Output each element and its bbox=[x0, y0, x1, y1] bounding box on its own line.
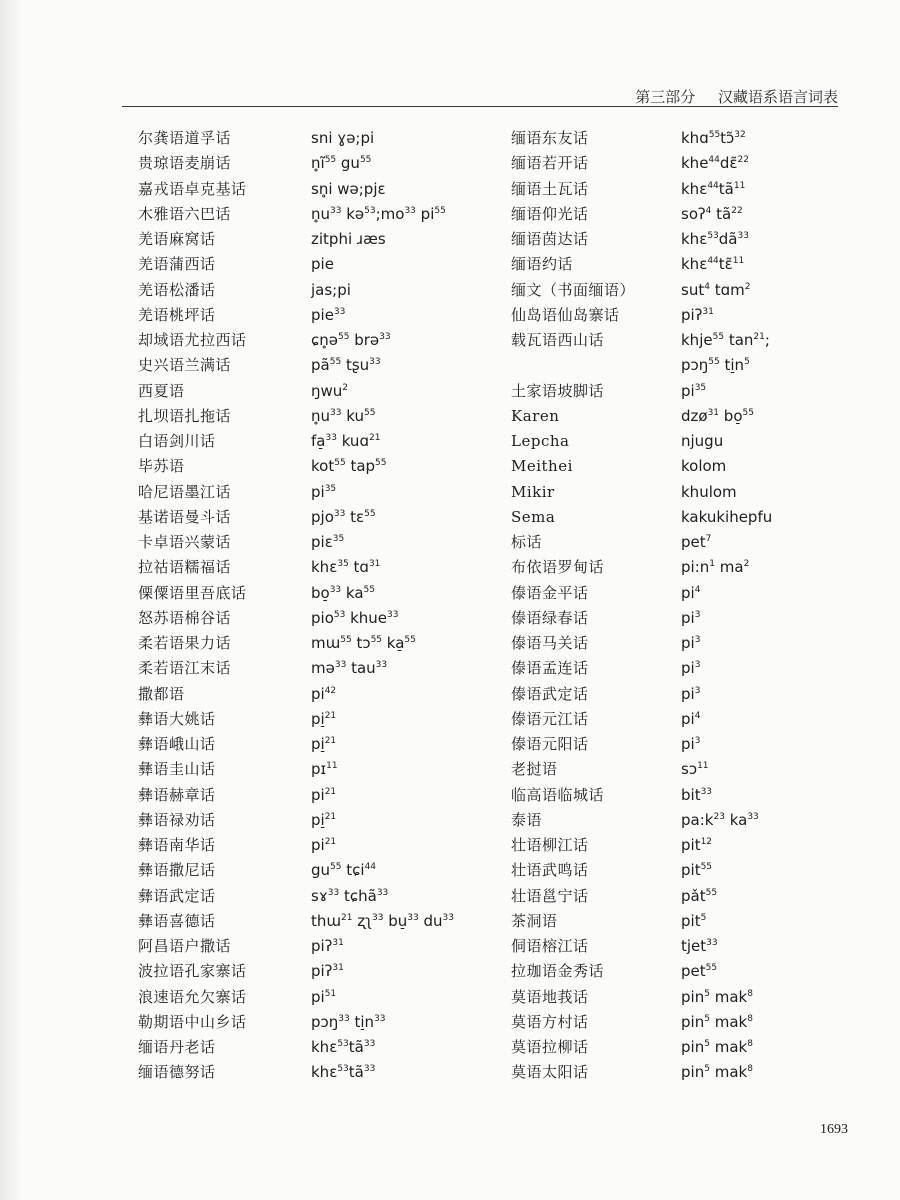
tone-number: 21 bbox=[324, 811, 337, 822]
left-language-name: 拉祜语糯福话 bbox=[138, 558, 232, 577]
tone-number: 3 bbox=[694, 635, 701, 645]
right-language-name: 傣语武定话 bbox=[511, 684, 589, 703]
left-word-form: bo̠$^{33}$ $ka^{55}$ bbox=[311, 583, 375, 602]
tone-number: 55 bbox=[324, 155, 337, 166]
tone-number: 31 bbox=[368, 559, 381, 570]
tone-number: 21 bbox=[324, 736, 337, 746]
tone-number: 33 bbox=[747, 811, 759, 822]
tone-number: 55 bbox=[370, 635, 383, 645]
right-word-form: $pi^3$ bbox=[681, 634, 701, 652]
left-language-name: 嘉戎语卓克基话 bbox=[138, 179, 247, 198]
tone-number: 33 bbox=[327, 887, 340, 898]
tone-number: 7 bbox=[705, 534, 712, 544]
left-word-form: $n̥ĩ^{55}$ $gu^{55}$ bbox=[311, 154, 372, 173]
tone-number: 33 bbox=[737, 231, 749, 241]
tone-number: 33 bbox=[369, 357, 381, 368]
tone-number: 21 bbox=[341, 912, 353, 923]
tone-number: 33 bbox=[404, 205, 416, 216]
tone-number: 4 bbox=[705, 205, 712, 216]
left-word-form: pi̠$^{21}$ bbox=[311, 735, 337, 753]
tone-number: 5 bbox=[704, 1039, 710, 1049]
right-word-form: pɔŋ$^{55}$ $ti̠n^5$ bbox=[681, 356, 750, 375]
right-word-form: $pi^3$ bbox=[681, 735, 701, 753]
right-word-form: pin$^5$ mak$^8$ bbox=[681, 1063, 753, 1082]
left-word-form: pjo$^{33}$ tɛ$^{55}$ bbox=[311, 507, 376, 526]
right-word-form: $khɛ^{53}dã^{33}$ bbox=[681, 230, 749, 248]
left-word-form: pi̠$^{21}$ bbox=[311, 709, 337, 728]
right-word-form: sɔ$^{11}$ bbox=[681, 760, 709, 779]
right-word-form: njugu bbox=[681, 432, 724, 450]
page-number: 1693 bbox=[820, 1122, 848, 1137]
right-word-form: $pi^3$ bbox=[681, 659, 701, 678]
tone-number: 3 bbox=[694, 736, 701, 746]
left-language-column bbox=[138, 126, 247, 1086]
left-language-name: 哈尼语墨江话 bbox=[138, 482, 232, 501]
right-word-form: pit$^{55}$ bbox=[681, 861, 713, 880]
left-word-form: piʔ$^{31}$ bbox=[311, 937, 344, 955]
left-language-name: 柔若语果力话 bbox=[138, 634, 232, 652]
left-language-name: 缅语德努话 bbox=[138, 1063, 216, 1082]
tone-number: 2 bbox=[342, 382, 349, 393]
tone-number: 55 bbox=[434, 205, 446, 216]
tone-number: 44 bbox=[708, 155, 720, 166]
right-word-form: $pi^3$ bbox=[681, 684, 701, 703]
tone-number: 33 bbox=[379, 332, 391, 342]
tone-number: 31 bbox=[332, 938, 344, 948]
tone-number: 21 bbox=[324, 837, 337, 847]
right-language-name: 莫语太阳话 bbox=[511, 1063, 589, 1082]
tone-number: 33 bbox=[325, 433, 337, 443]
tone-number: 44 bbox=[707, 256, 719, 267]
tone-number: 33 bbox=[376, 887, 389, 898]
right-language-name: Lepcha bbox=[511, 432, 570, 450]
left-word-form: $pi^{35}$ bbox=[311, 482, 337, 501]
tone-number: 12 bbox=[700, 837, 713, 847]
right-word-form: pin$^5$ mak$^8$ bbox=[681, 1012, 753, 1031]
tone-number: 5 bbox=[704, 1013, 710, 1024]
tone-number: 51 bbox=[324, 988, 337, 999]
tone-number: 33 bbox=[330, 205, 342, 216]
tone-number: 55 bbox=[712, 332, 725, 342]
left-language-name: 史兴语兰满话 bbox=[138, 356, 232, 375]
left-language-name: 彝语禄劝话 bbox=[138, 810, 216, 829]
left-word-form: zitphi ɹæs bbox=[311, 230, 386, 248]
right-language-name: Karen bbox=[511, 406, 560, 425]
left-language-name: 西夏语 bbox=[138, 381, 185, 400]
right-language-name: 缅语约话 bbox=[511, 255, 574, 274]
tone-number: 44 bbox=[707, 180, 719, 191]
tone-number: 2 bbox=[743, 559, 750, 570]
left-language-name: 彝语喜德话 bbox=[138, 911, 216, 930]
tone-number: 55 bbox=[337, 332, 350, 342]
right-language-name: 缅语仰光话 bbox=[511, 204, 589, 223]
tone-number: 33 bbox=[374, 1013, 386, 1024]
tone-number: 55 bbox=[334, 458, 346, 469]
right-word-form: khje$^{55}$ $\tan^{21}$; bbox=[681, 331, 770, 349]
left-word-form: mɯ$^{55}$ tɔ$^{55}$ ka̠$^{55}$ bbox=[311, 634, 416, 652]
tone-number: 55 bbox=[363, 407, 376, 418]
tone-number: 2 bbox=[744, 281, 751, 292]
tone-number: 11 bbox=[732, 256, 745, 267]
tone-number: 4 bbox=[694, 584, 701, 595]
left-language-name: 彝语南华话 bbox=[138, 836, 216, 854]
right-word-form: kakukihepfu bbox=[681, 507, 773, 526]
left-language-name: 撒都语 bbox=[138, 684, 185, 703]
tone-number: 55 bbox=[705, 963, 718, 974]
left-word-form: $gu^{55}$ tɕi$^{44}$ bbox=[311, 861, 377, 880]
tone-number: 55 bbox=[329, 357, 342, 368]
right-word-form: pet$^7$ bbox=[681, 533, 712, 551]
tone-number: 3 bbox=[694, 609, 701, 620]
left-language-name: 阿昌语户撒话 bbox=[138, 937, 232, 955]
right-word-form: khɑ$^{55}$tɔ̃$^{32}$ bbox=[681, 129, 746, 147]
left-word-form: pie$^{33}$ bbox=[311, 305, 346, 324]
tone-number: 55 bbox=[364, 508, 376, 519]
tone-number: 35 bbox=[324, 483, 337, 494]
tone-number: 55 bbox=[340, 635, 352, 645]
tone-number: 11 bbox=[697, 761, 709, 772]
left-language-name: 扎坝语扎拖话 bbox=[138, 406, 232, 425]
left-language-name: 毕苏语 bbox=[138, 457, 185, 476]
tone-number: 33 bbox=[706, 938, 718, 948]
left-word-form: $pã^{55}$ tʂu$^{33}$ bbox=[311, 356, 381, 375]
left-word-form: piɛ$^{35}$ bbox=[311, 533, 345, 551]
tone-number: 55 bbox=[708, 130, 721, 140]
left-language-name: 基诺语曼斗话 bbox=[138, 507, 232, 526]
tone-number: 55 bbox=[705, 887, 718, 898]
left-language-name: 勒期语中山乡话 bbox=[138, 1012, 247, 1031]
left-language-name: 尔龚语道孚话 bbox=[138, 129, 232, 147]
tone-number: 8 bbox=[747, 1064, 753, 1075]
left-language-name: 波拉语孔家寨话 bbox=[138, 962, 247, 981]
tone-number: 33 bbox=[700, 786, 713, 797]
right-language-name: 傣语孟连话 bbox=[511, 659, 589, 678]
tone-number: 35 bbox=[337, 559, 349, 570]
right-word-form: khɛ$^{44}$tɛ̃$^{11}$ bbox=[681, 255, 745, 274]
tone-number: 33 bbox=[338, 1013, 350, 1024]
right-word-form: $pi^4$ bbox=[681, 709, 701, 728]
tone-number: 55 bbox=[363, 584, 375, 595]
left-language-name: 浪速语允欠寨话 bbox=[138, 987, 247, 1006]
right-language-name: 壮语邕宁话 bbox=[511, 886, 589, 905]
left-word-form: $pi^{51}$ bbox=[311, 987, 337, 1006]
tone-number: 55 bbox=[359, 155, 372, 166]
tone-number: 5 bbox=[704, 988, 710, 999]
left-word-form: pɪ$^{11}$ bbox=[311, 760, 338, 779]
right-language-name: 临高语临城话 bbox=[511, 785, 605, 804]
left-word-form: $n̥u^{33}$ $kə^{53};mo^{33}$ $pi^{55}$ bbox=[311, 204, 446, 223]
right-language-name: 拉珈语金秀话 bbox=[511, 962, 605, 981]
right-word-form: $pa:k^{23}$ $ka^{33}$ bbox=[681, 810, 759, 829]
right-language-name: Sema bbox=[511, 507, 556, 526]
right-word-form: khe$^{44}$dɛ̃$^{22}$ bbox=[681, 154, 749, 173]
tone-number: 3 bbox=[694, 660, 701, 671]
tone-number: 53 bbox=[707, 231, 719, 241]
right-word-form: pet$^{55}$ bbox=[681, 962, 718, 981]
tone-number: 5 bbox=[700, 912, 707, 923]
tone-number: 33 bbox=[330, 407, 342, 418]
left-language-name: 彝语武定话 bbox=[138, 886, 216, 905]
left-language-name: 白语剑川话 bbox=[138, 432, 216, 450]
left-word-form: sɤ$^{33}$ tɕhã$^{33}$ bbox=[311, 886, 389, 905]
tone-number: 4 bbox=[694, 710, 701, 721]
right-word-form: khulom bbox=[681, 482, 737, 501]
left-word-form: mə$^{33}$ tau$^{33}$ bbox=[311, 659, 388, 678]
tone-number: 3 bbox=[694, 685, 701, 696]
left-language-name: 贵琼语麦崩话 bbox=[138, 154, 232, 173]
tone-number: 4 bbox=[704, 281, 710, 292]
right-word-form: dzø$^{31}$ bo̠$^{55}$ bbox=[681, 406, 754, 425]
left-language-name: 彝语峨山话 bbox=[138, 735, 216, 753]
tone-number: 31 bbox=[702, 306, 714, 317]
tone-number: 21 bbox=[324, 710, 337, 721]
left-word-form: thɯ$^{21}$ ʐʅ$^{33}$ bu̠$^{33}$ $du^{33}$ bbox=[311, 911, 454, 930]
right-word-form: $pi^4$ bbox=[681, 583, 701, 602]
tone-number: 5 bbox=[744, 357, 750, 368]
left-language-name: 卡卓语兴蒙话 bbox=[138, 533, 232, 551]
left-word-form: jas;pi bbox=[311, 280, 351, 299]
tone-number: 1 bbox=[709, 559, 715, 570]
left-language-name: 柔若语江末话 bbox=[138, 659, 232, 678]
left-word-form: $n̥u^{33}$ $ku^{55}$ bbox=[311, 406, 376, 425]
right-language-name: Mikir bbox=[511, 482, 555, 501]
tone-number: 8 bbox=[747, 1039, 753, 1049]
right-language-name bbox=[511, 353, 635, 378]
right-word-form: bit$^{33}$ bbox=[681, 785, 713, 804]
tone-number: 22 bbox=[731, 205, 743, 216]
right-language-name: 莫语方村话 bbox=[511, 1012, 589, 1031]
tone-number: 33 bbox=[329, 584, 342, 595]
tone-number: 55 bbox=[404, 635, 416, 645]
tone-number: 33 bbox=[375, 660, 388, 671]
tone-number: 53 bbox=[364, 205, 376, 216]
tone-number: 33 bbox=[372, 912, 384, 923]
tone-number: 33 bbox=[334, 660, 347, 671]
tone-number: 21 bbox=[368, 433, 381, 443]
tone-number: 21 bbox=[753, 332, 765, 342]
right-language-name: 标话 bbox=[511, 533, 543, 551]
right-language-name: 壮语武鸣话 bbox=[511, 861, 589, 880]
left-language-name: 缅语丹老话 bbox=[138, 1038, 216, 1056]
running-head-part: 第三部分 bbox=[635, 88, 696, 106]
left-word-form: sni ɣə;pi bbox=[311, 129, 375, 147]
left-language-name: 羌语松潘话 bbox=[138, 280, 216, 299]
tone-number: 55 bbox=[700, 862, 713, 873]
left-word-form: pɔŋ$^{33}$ $ti̠n^{33}$ bbox=[311, 1012, 386, 1031]
right-language-name: 傣语金平话 bbox=[511, 583, 589, 602]
right-language-name: 莫语地莪话 bbox=[511, 987, 589, 1006]
left-word-form: $pi^{21}$ bbox=[311, 785, 337, 804]
tone-number: 55 bbox=[330, 862, 342, 873]
left-word-form: sn̥i wə;pjɛ bbox=[311, 179, 386, 198]
tone-number: 55 bbox=[375, 458, 387, 469]
tone-number: 55 bbox=[742, 407, 754, 418]
left-language-name: 彝语大姚话 bbox=[138, 709, 216, 728]
right-language-name: 茶洞语 bbox=[511, 911, 558, 930]
tone-number: 33 bbox=[333, 508, 346, 519]
left-word-form: $khɛ^{53}tã^{33}$ bbox=[311, 1038, 376, 1056]
tone-number: 44 bbox=[364, 862, 377, 873]
left-language-name: 羌语桃坪话 bbox=[138, 305, 216, 324]
right-language-name: 老挝语 bbox=[511, 760, 558, 779]
tone-number: 5 bbox=[704, 1064, 710, 1075]
left-word-form: ɕn̥ə$^{55}$ brə$^{33}$ bbox=[311, 331, 391, 349]
right-word-form: pin$^5$ mak$^8$ bbox=[681, 987, 753, 1006]
right-language-name: 壮语柳江话 bbox=[511, 836, 589, 854]
right-word-form: soʔ$^4$ $tã^{22}$ bbox=[681, 204, 743, 223]
tone-number: 11 bbox=[326, 761, 338, 772]
right-word-form: piʔ$^{31}$ bbox=[681, 305, 714, 324]
tone-number: 33 bbox=[333, 306, 346, 317]
left-language-name: 彝语赫章话 bbox=[138, 785, 216, 804]
tone-number: 33 bbox=[387, 609, 399, 620]
right-language-name: 傣语马关话 bbox=[511, 634, 589, 652]
tone-number: 53 bbox=[337, 1039, 349, 1049]
tone-number: 42 bbox=[324, 685, 337, 696]
tone-number: 33 bbox=[407, 912, 419, 923]
right-word-form: pit$^{12}$ bbox=[681, 836, 713, 854]
left-language-name: 怒苏语棉谷话 bbox=[138, 608, 232, 627]
left-word-form: kot$^{55}$ tap$^{55}$ bbox=[311, 457, 387, 476]
left-word-form: $khɛ^{53}tã^{33}$ bbox=[311, 1063, 376, 1082]
tone-number: 31 bbox=[707, 407, 720, 418]
tone-number: 31 bbox=[332, 963, 344, 974]
left-word-form: fa̠$^{33}$ kuɑ$^{21}$ bbox=[311, 432, 381, 450]
right-language-name: 侗语榕江话 bbox=[511, 937, 589, 955]
right-language-name: 傣语绿春话 bbox=[511, 608, 589, 627]
right-language-name: 缅文（书面缅语） bbox=[511, 280, 636, 299]
right-word-form: pit$^5$ bbox=[681, 911, 707, 930]
right-word-form: $pi:n^1$ $ma^2$ bbox=[681, 558, 750, 577]
tone-number: 21 bbox=[324, 786, 337, 797]
right-language-name: 泰语 bbox=[511, 810, 543, 829]
right-word-form: tjet$^{33}$ bbox=[681, 937, 718, 955]
tone-number: 11 bbox=[733, 180, 746, 191]
right-word-form: $khɛ^{44}tã^{11}$ bbox=[681, 179, 746, 198]
left-word-form: pie bbox=[311, 255, 334, 274]
tone-number: 23 bbox=[713, 811, 725, 822]
right-word-form: $pi^{35}$ bbox=[681, 381, 707, 400]
left-language-name: 羌语蒲西话 bbox=[138, 255, 216, 274]
left-language-name: 却域语尤拉西话 bbox=[138, 331, 247, 349]
left-word-form: $pi^{21}$ bbox=[311, 836, 337, 854]
left-word-form: $pi^{42}$ bbox=[311, 684, 337, 703]
left-word-form: ŋwu$^2$ bbox=[311, 381, 349, 400]
tone-number: 33 bbox=[442, 912, 454, 923]
left-language-name: 傈僳语里吾底话 bbox=[138, 583, 247, 602]
right-language-name: 土家语坡脚话 bbox=[511, 381, 605, 400]
left-word-form: khɛ$^{35}$ tɑ$^{31}$ bbox=[311, 558, 381, 577]
tone-number: 55 bbox=[708, 357, 720, 368]
tone-number: 35 bbox=[694, 382, 707, 393]
right-word-form: sut$^4$ tɑm$^2$ bbox=[681, 280, 751, 299]
left-word-column bbox=[311, 126, 454, 1086]
tone-number: 53 bbox=[337, 1064, 349, 1075]
right-language-name: 布依语罗甸话 bbox=[511, 558, 605, 577]
tone-number: 32 bbox=[734, 130, 746, 140]
tone-number: 8 bbox=[747, 988, 753, 999]
right-language-name: 傣语元阳话 bbox=[511, 735, 589, 753]
left-language-name: 彝语圭山话 bbox=[138, 760, 216, 779]
right-language-name: 缅语土瓦话 bbox=[511, 179, 589, 198]
left-language-name: 羌语麻窝话 bbox=[138, 230, 216, 248]
running-head-section: 汉藏语系语言词表 bbox=[717, 88, 838, 106]
tone-number: 35 bbox=[332, 534, 345, 544]
right-language-name: Meithei bbox=[511, 457, 573, 476]
left-language-name: 彝语撒尼话 bbox=[138, 861, 216, 880]
tone-number: 53 bbox=[333, 609, 346, 620]
right-word-form: kolom bbox=[681, 457, 727, 476]
tone-number: 33 bbox=[363, 1039, 376, 1049]
left-word-form: pio$^{53}$ khue$^{33}$ bbox=[311, 608, 399, 627]
tone-number: 22 bbox=[737, 155, 749, 166]
right-language-name: 缅语若开话 bbox=[511, 154, 589, 173]
tone-number: 8 bbox=[747, 1013, 753, 1024]
right-language-name: 傣语元江话 bbox=[511, 709, 589, 728]
right-word-column bbox=[681, 126, 772, 1086]
right-word-form: pin$^5$ mak$^8$ bbox=[681, 1038, 753, 1056]
left-word-form: pi̠$^{21}$ bbox=[311, 810, 337, 829]
left-word-form: piʔ$^{31}$ bbox=[311, 962, 344, 981]
right-language-name: 缅语茵达话 bbox=[511, 230, 589, 248]
right-language-name: 仙岛语仙岛寨话 bbox=[511, 305, 620, 324]
right-language-name: 莫语拉柳话 bbox=[511, 1038, 589, 1056]
right-language-name: 缅语东友话 bbox=[511, 129, 589, 147]
right-language-name: 载瓦语西山话 bbox=[511, 331, 605, 349]
right-language-column bbox=[511, 126, 635, 1086]
left-language-name: 木雅语六巴话 bbox=[138, 204, 232, 223]
tone-number: 33 bbox=[363, 1064, 376, 1075]
right-word-form: $pi^3$ bbox=[681, 608, 701, 627]
right-word-form: pǎt$^{55}$ bbox=[681, 886, 718, 905]
